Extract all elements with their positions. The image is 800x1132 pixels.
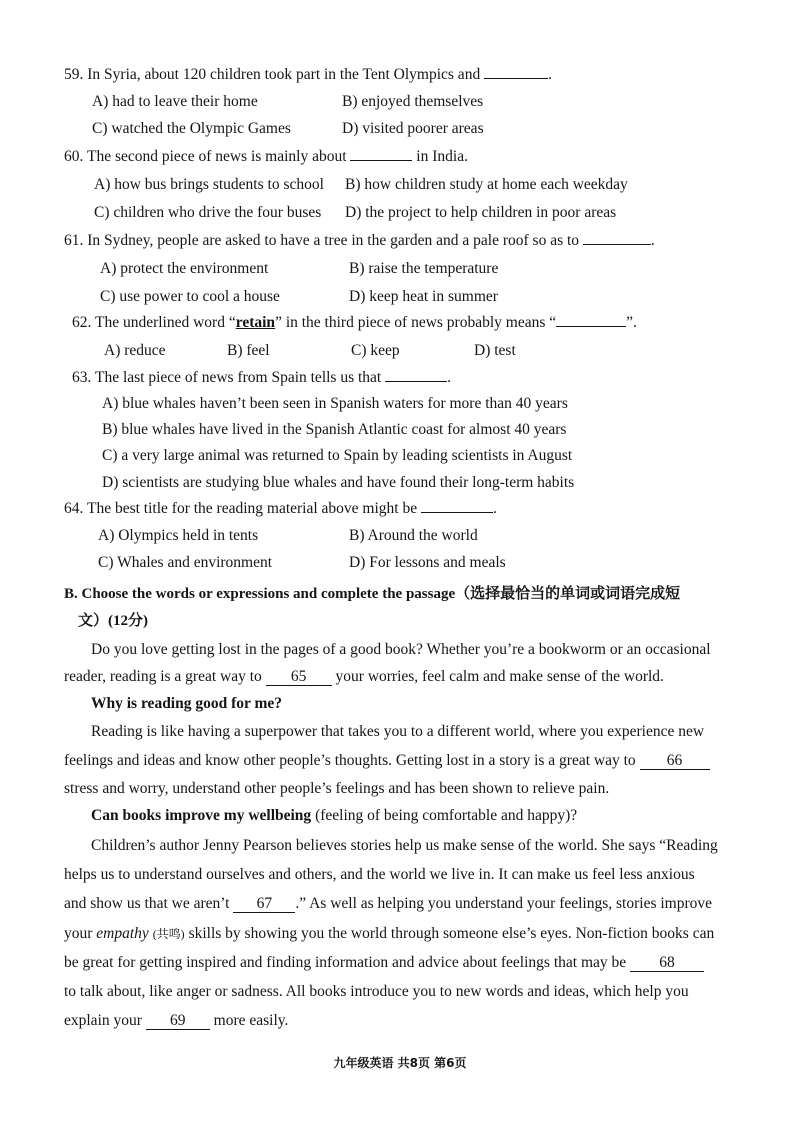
passage-line: stress and worry, understand other people’s feelings and has been shown to relieve pain. (64, 780, 610, 797)
option-64-b: B) Around the world (349, 527, 478, 544)
answer-blank (421, 512, 493, 513)
passage-text: explain your (64, 1012, 142, 1029)
option-63-c: C) a very large animal was returned to Spain by leading scientists in August (102, 447, 573, 464)
chinese-gloss: (共鸣) (152, 927, 185, 941)
passage-text: feelings and ideas and know other people’s thoughts. Getting lost in a story is a great way to (64, 752, 636, 769)
question-text-end: in India. (416, 148, 468, 165)
question-text-end: . (650, 232, 655, 249)
option-61-c: C) use power to cool a house (100, 288, 280, 305)
heading-text: Can books improve my wellbeing (91, 807, 312, 824)
passage-line: Children’s author Jenny Pearson believes stories help us make sense of the world. She says “Reading (91, 837, 718, 854)
question-text: The last piece of news from Spain tells us that (94, 369, 382, 386)
question-number: 64. (64, 500, 84, 517)
passage-line (64, 894, 712, 914)
passage-line (64, 1011, 288, 1031)
option-59-c: C) watched the Olympic Games (92, 120, 291, 137)
passage-line (64, 953, 704, 973)
passage-text: your (64, 925, 93, 942)
question-61-stem (64, 231, 655, 251)
passage-heading (91, 806, 577, 826)
passage-heading: Why is reading good for me? (91, 695, 283, 712)
passage-line: Reading is like having a superpower that takes you to a different world, where you experience new (91, 723, 705, 740)
question-text: The second piece of news is mainly about (86, 148, 347, 165)
heading-note: (feeling of being comfortable and happy)? (315, 807, 578, 824)
question-text: In Sydney, people are asked to have a tree in the garden and a pale roof so as to (87, 232, 580, 249)
question-text-mid: ” in the third piece of news probably means “ (275, 314, 557, 331)
blank-67: 67 (233, 896, 295, 913)
answer-blank (556, 326, 626, 327)
option-60-a: A) how bus brings students to school (94, 176, 324, 193)
question-60-stem (64, 147, 468, 167)
answer-blank (484, 78, 548, 79)
question-text-end: ”. (626, 314, 637, 331)
option-59-d: D) visited poorer areas (342, 120, 484, 137)
page-footer: 九年级英语 共8页 第6页 (333, 1056, 467, 1070)
option-63-b: B) blue whales have lived in the Spanish Atlantic coast for almost 40 years (102, 421, 567, 438)
option-61-b: B) raise the temperature (349, 260, 499, 277)
answer-blank (350, 160, 412, 161)
option-63-d: D) scientists are studying blue whales and have found their long-term habits (102, 474, 575, 491)
question-number: 62. (72, 314, 92, 331)
question-number: 61. (64, 232, 84, 249)
question-59-stem (64, 65, 552, 85)
option-62-d: D) test (474, 342, 516, 359)
passage-text: and show us that we aren’t (64, 895, 230, 912)
passage-line: Do you love getting lost in the pages of a good book? Whether you’re a bookworm or an occasional (91, 641, 711, 658)
blank-68: 68 (630, 955, 704, 972)
passage-text: more easily. (213, 1012, 289, 1029)
option-63-a: A) blue whales haven’t been seen in Spanish waters for more than 40 years (102, 395, 568, 412)
option-61-d: D) keep heat in summer (349, 288, 498, 305)
option-64-d: D) For lessons and meals (349, 554, 506, 571)
question-number: 60. (64, 148, 84, 165)
section-b-title: B. Choose the words or expressions and complete the passage（选择最恰当的单词或词语完成短 (64, 586, 681, 602)
option-62-a: A) reduce (104, 342, 166, 359)
passage-text: be great for getting inspired and finding information and advice about feelings that may be (64, 954, 627, 971)
question-text-end: . (447, 369, 451, 386)
question-text: The underlined word “ (94, 314, 236, 331)
option-60-c: C) children who drive the four buses (94, 204, 322, 221)
passage-line (64, 751, 710, 771)
question-text: The best title for the reading material above might be (86, 500, 418, 517)
option-60-b: B) how children study at home each weekday (345, 176, 628, 193)
question-number: 59. (64, 66, 84, 83)
option-60-d: D) the project to help children in poor areas (345, 204, 617, 221)
option-61-a: A) protect the environment (100, 260, 269, 277)
question-number: 63. (72, 369, 92, 386)
question-62-stem (72, 313, 637, 333)
blank-66: 66 (640, 753, 710, 770)
underlined-word: retain (235, 314, 276, 331)
option-64-a: A) Olympics held in tents (98, 527, 259, 544)
passage-line: helps us to understand ourselves and others, and the world we live in. It can make us feel less anxious (64, 866, 695, 883)
question-64-stem (64, 499, 497, 519)
section-b-title-cont: 文）(12分) (78, 613, 148, 629)
passage-text: .” As well as helping you understand your feelings, stories improve (295, 895, 713, 912)
question-63-stem (72, 368, 451, 388)
italic-term: empathy (96, 925, 149, 942)
question-text-end: . (548, 66, 552, 83)
question-text: In Syria, about 120 children took part in the Tent Olympics and (87, 66, 481, 83)
passage-line (64, 924, 714, 944)
option-59-a: A) had to leave their home (92, 93, 258, 110)
passage-text: reader, reading is a great way to (64, 668, 262, 685)
blank-69: 69 (146, 1013, 210, 1030)
passage-line (64, 667, 664, 687)
passage-line: to talk about, like anger or sadness. All books introduce you to new words and ideas, which help you (64, 983, 689, 1000)
answer-blank (385, 381, 447, 382)
option-62-c: C) keep (351, 342, 400, 359)
option-64-c: C) Whales and environment (98, 554, 273, 571)
option-62-b: B) feel (227, 342, 270, 359)
blank-65: 65 (266, 669, 332, 686)
answer-blank (583, 244, 651, 245)
passage-text: your worries, feel calm and make sense of the world. (335, 668, 664, 685)
question-text-end: . (492, 500, 497, 517)
option-59-b: B) enjoyed themselves (342, 93, 484, 110)
passage-text: skills by showing you the world through someone else’s eyes. Non-fiction books can (188, 925, 715, 942)
